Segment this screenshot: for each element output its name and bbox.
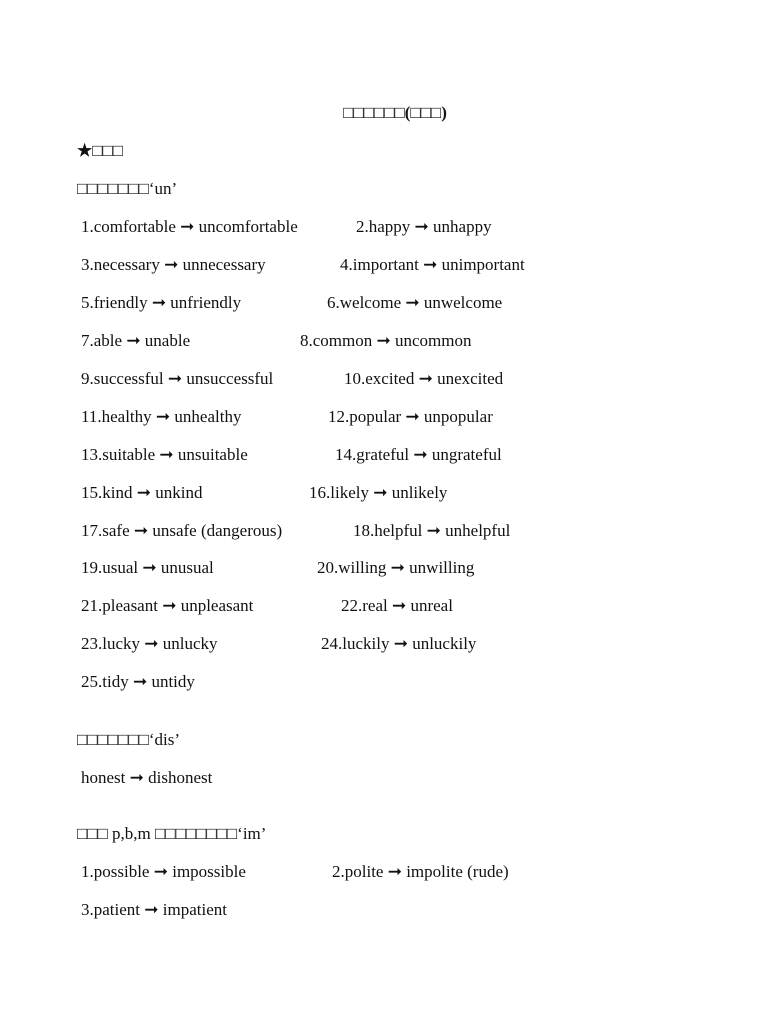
word-pair: 9.successful ➞ unsuccessful xyxy=(81,369,274,388)
word-pair: 13.suitable ➞ unsuitable xyxy=(81,445,248,464)
word-pair: 3.necessary ➞ unnecessary xyxy=(81,255,266,274)
word-pair: 7.able ➞ unable xyxy=(81,331,191,350)
section-heading-un: □□□□□□□‘un’ xyxy=(77,179,178,198)
word-pair: 6.welcome ➞ unwelcome xyxy=(327,293,503,312)
word-pair: 19.usual ➞ unusual xyxy=(81,558,214,577)
word-pair: 21.pleasant ➞ unpleasant xyxy=(81,596,254,615)
word-pair: 20.willing ➞ unwilling xyxy=(317,558,475,577)
word-pair: 2.happy ➞ unhappy xyxy=(356,217,492,236)
word-pair: 5.friendly ➞ unfriendly xyxy=(81,293,242,312)
word-pair: 1.possible ➞ impossible xyxy=(81,862,246,881)
section-heading-im: □□□ p,b,m □□□□□□□□‘im’ xyxy=(77,824,267,843)
word-pair: 14.grateful ➞ ungrateful xyxy=(335,445,502,464)
word-pair: 11.healthy ➞ unhealthy xyxy=(81,407,242,426)
section-heading-dis: □□□□□□□‘dis’ xyxy=(77,730,181,749)
word-pair: 15.kind ➞ unkind xyxy=(81,483,203,502)
word-pair: 10.excited ➞ unexcited xyxy=(344,369,504,388)
word-pair: 18.helpful ➞ unhelpful xyxy=(353,521,511,540)
word-pair: 12.popular ➞ unpopular xyxy=(328,407,493,426)
word-pair: 24.luckily ➞ unluckily xyxy=(321,634,477,653)
word-pair: 17.safe ➞ unsafe (dangerous) xyxy=(81,521,283,540)
word-pair: 1.comfortable ➞ uncomfortable xyxy=(81,217,298,236)
word-pair: 23.lucky ➞ unlucky xyxy=(81,634,218,653)
word-pair: 2.polite ➞ impolite (rude) xyxy=(332,862,509,881)
word-pair: 3.patient ➞ impatient xyxy=(81,900,227,919)
star-heading: ★□□□ xyxy=(77,141,124,160)
word-pair: 16.likely ➞ unlikely xyxy=(309,483,448,502)
word-pair: honest ➞ dishonest xyxy=(81,768,213,787)
word-pair: 22.real ➞ unreal xyxy=(341,596,453,615)
word-pair: 8.common ➞ uncommon xyxy=(300,331,472,350)
word-pair: 25.tidy ➞ untidy xyxy=(81,672,195,691)
word-pair: 4.important ➞ unimportant xyxy=(340,255,525,274)
page-title: □□□□□□(□□□) xyxy=(343,103,447,122)
